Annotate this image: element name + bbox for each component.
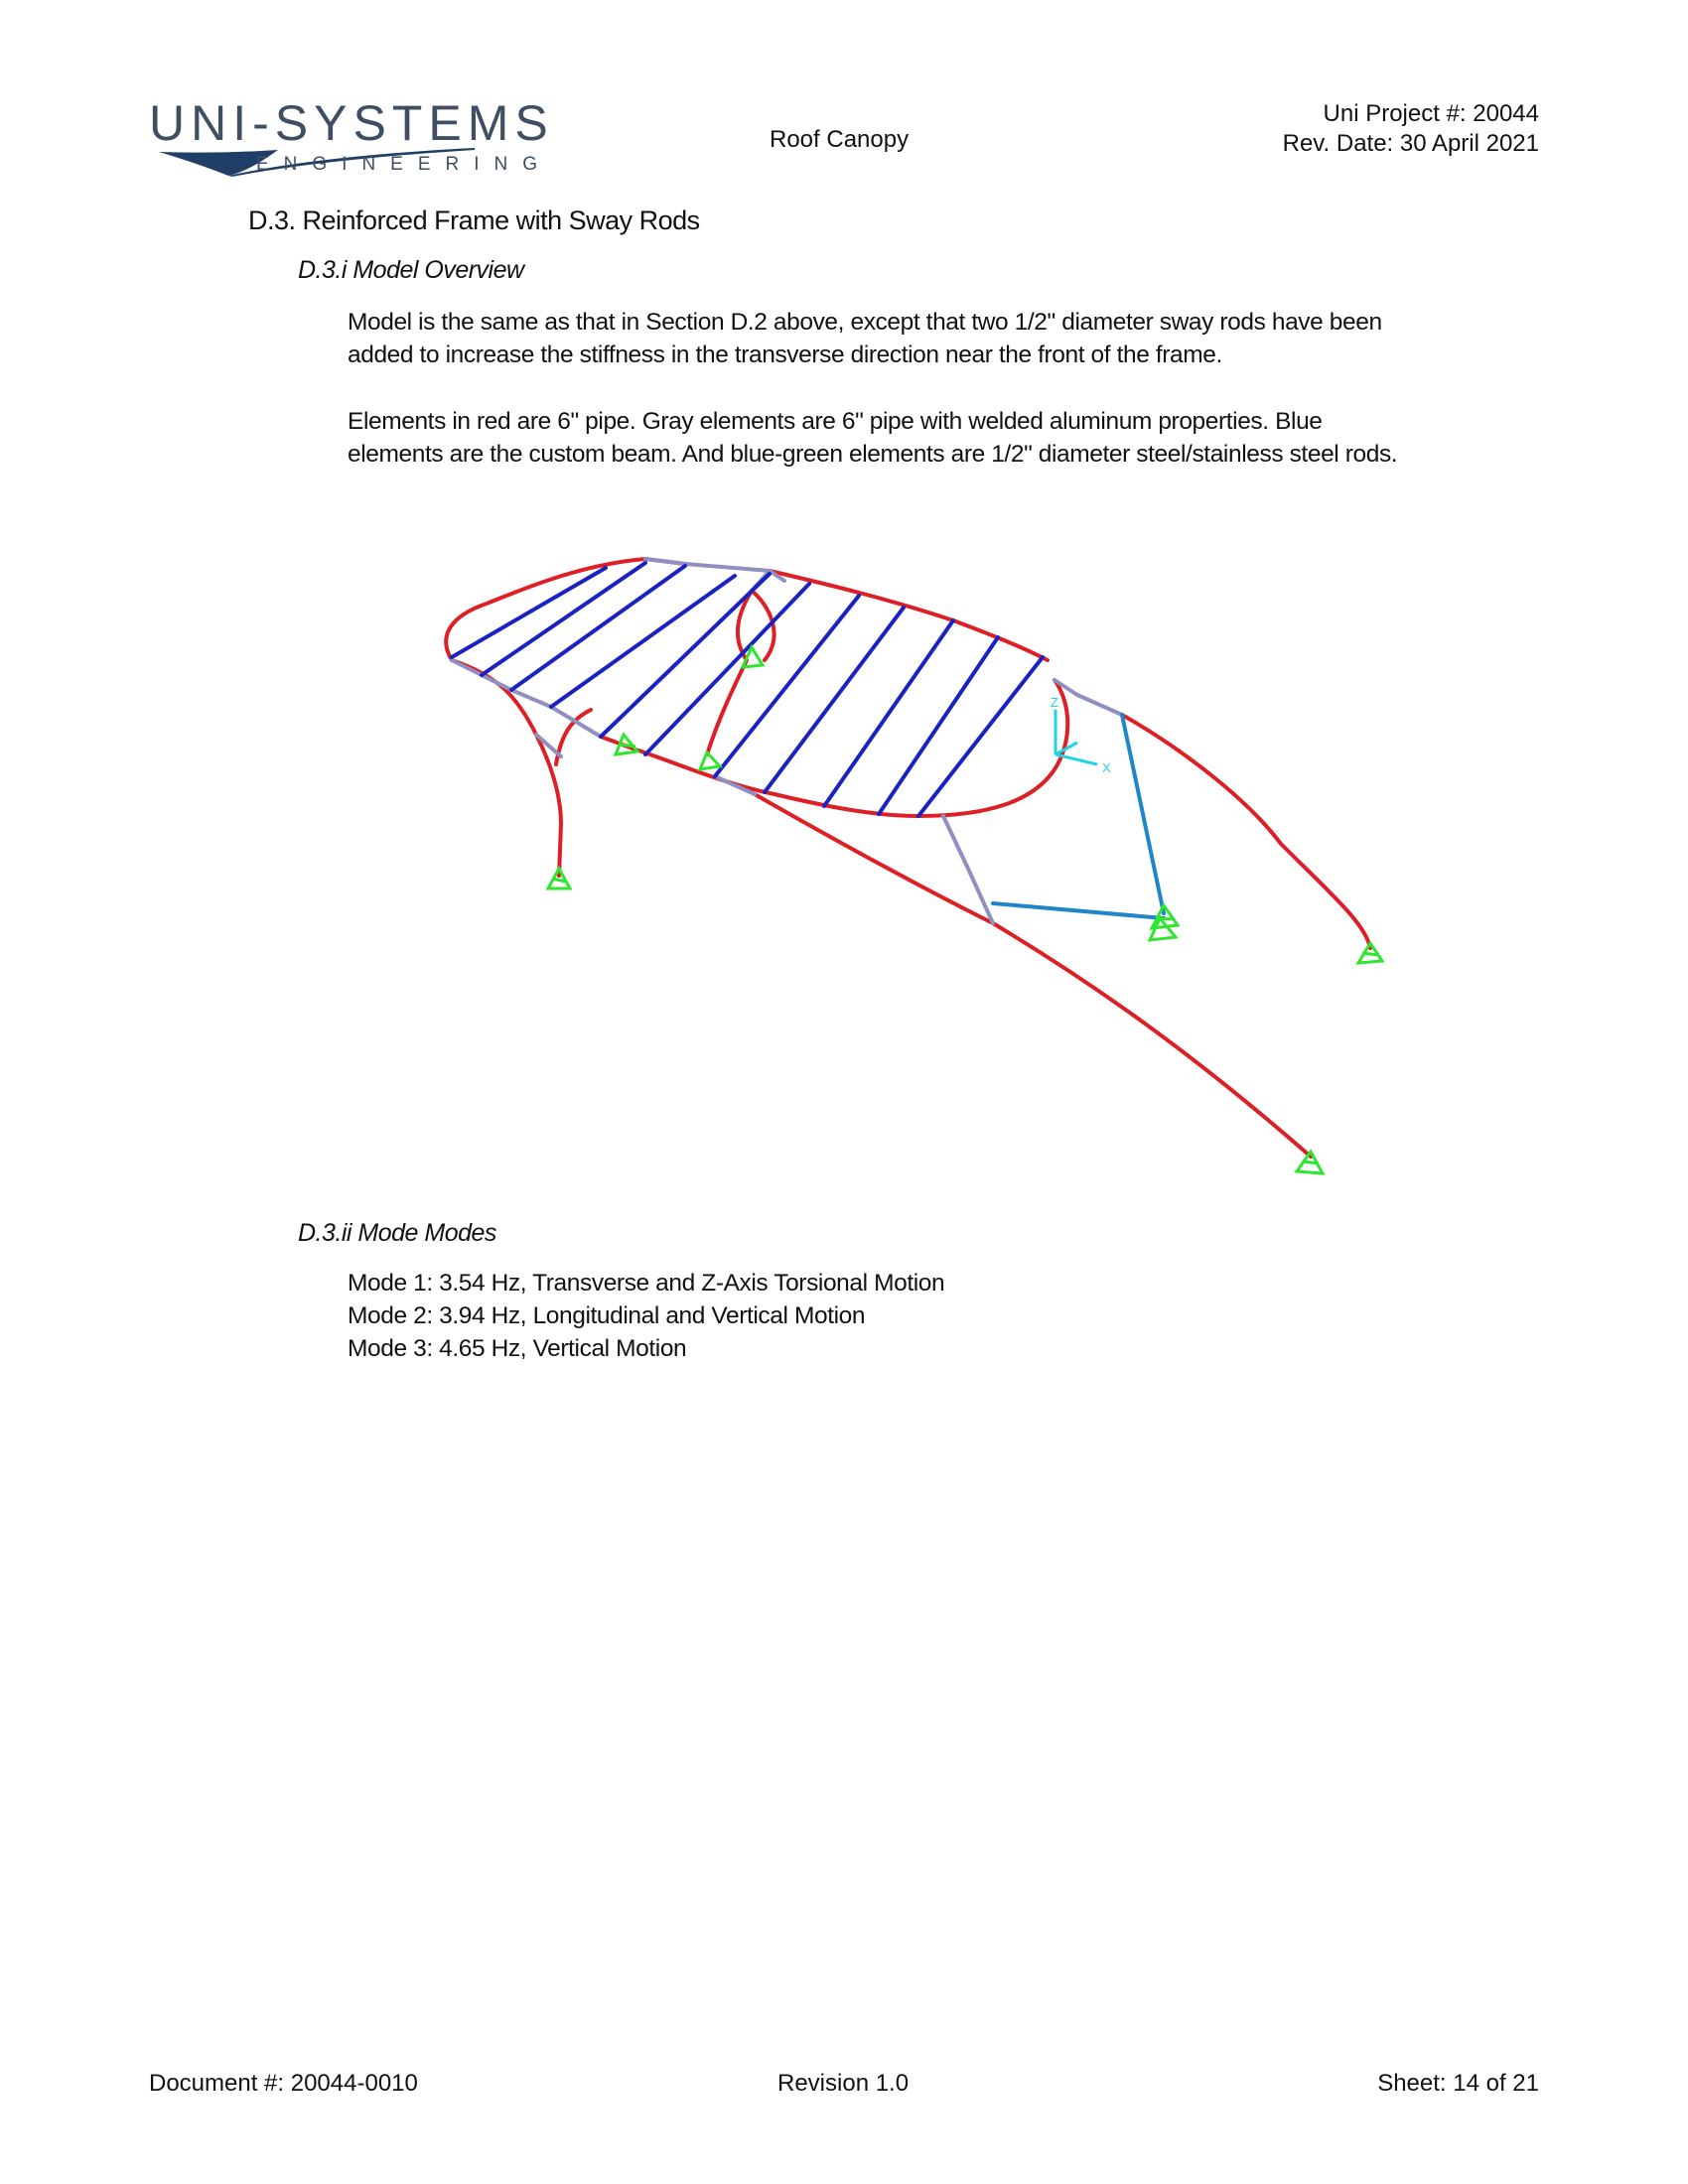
red-pipe-elements [446, 559, 1370, 1157]
canopy-perimeter-left-top [446, 559, 685, 660]
support-2-icon [616, 735, 637, 754]
purlin-11 [918, 657, 1043, 816]
company-logo [149, 94, 554, 184]
gray-aluminum-elements [452, 559, 1122, 923]
subsection-heading-modes: D.3.ii Mode Modes [298, 1219, 496, 1247]
header-project-number: Uni Project #: 20044 [1323, 100, 1539, 127]
axis-label-x: X [1102, 760, 1111, 775]
mode-list [348, 1267, 944, 1365]
footer-sheet-number: Sheet: 14 of 21 [1377, 2070, 1539, 2097]
canopy-perimeter-top [770, 571, 1048, 660]
sway-rod-2 [993, 903, 1164, 918]
sway-rod-1 [1122, 715, 1164, 913]
support-7-icon [1297, 1152, 1323, 1173]
blue-green-sway-rods [993, 715, 1164, 918]
support-3-icon [700, 752, 720, 769]
logo-subtitle: ENGINEERING [256, 154, 553, 175]
paragraph-element-legend: Elements in red are 6" pipe. Gray elements are 6" pipe with welded aluminum properties. Blue elements are the custom beam. And blue-green elements are 1/2" diameter steel/stainless steel rods. [348, 408, 1398, 468]
long-front-rail [755, 794, 1311, 1157]
footer-revision: Revision 1.0 [777, 2070, 910, 2097]
subsection-heading-model-overview: D.3.i Model Overview [298, 256, 524, 284]
mode-3: Mode 3: 4.65 Hz, Vertical Motion [348, 1335, 687, 1362]
header-revision-date: Rev. Date: 30 April 2021 [1282, 130, 1539, 157]
section-heading: D.3. Reinforced Frame with Sway Rods [248, 205, 700, 235]
gray-front-strut [943, 816, 993, 923]
support-1-icon [548, 869, 570, 888]
mode-2: Mode 2: 3.94 Hz, Longitudinal and Vertical Motion [348, 1302, 866, 1329]
purlin-9 [824, 620, 953, 806]
axis-triad-icon [1055, 710, 1097, 764]
gray-left-base-joint [452, 660, 601, 737]
gray-front-joint [715, 776, 755, 794]
mode-1: Mode 1: 3.54 Hz, Transverse and Z-Axis Torsional Motion [348, 1270, 945, 1297]
axis-label-z: Z [1051, 695, 1058, 710]
structural-model-figure [427, 541, 1410, 1191]
logo-wordmark: UNI-SYSTEMS [149, 95, 554, 151]
footer-document-number: Document #: 20044-0010 [149, 2070, 418, 2097]
purlin-8 [765, 608, 904, 792]
left-outer-column [452, 660, 561, 876]
header-document-title: Roof Canopy [770, 126, 910, 153]
header-project-info [1283, 99, 1539, 159]
gray-top-left-joint [645, 559, 770, 571]
paragraph-model-description: Model is the same as that in Section D.2 above, except that two 1/2" diameter sway rods have been added to increase the stiffness in the transverse direction near the front of the frame. [348, 309, 1382, 368]
